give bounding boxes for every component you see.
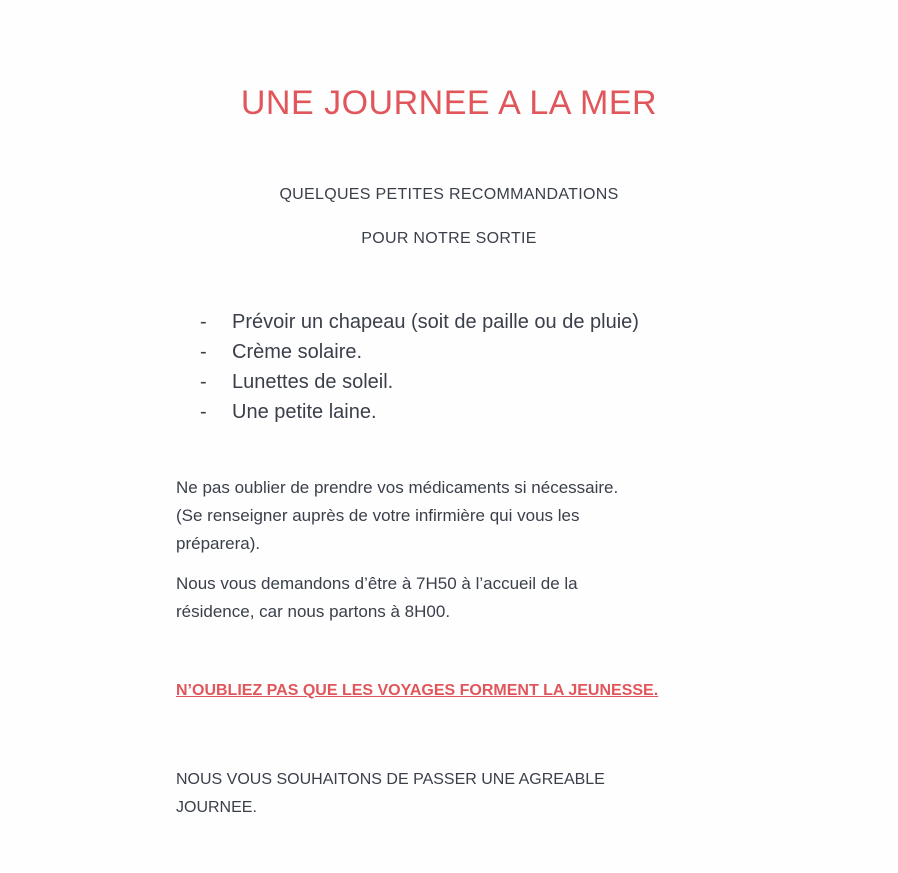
subtitle-line-1: QUELQUES PETITES RECOMMANDATIONS: [279, 186, 619, 203]
subtitle-line-2: POUR NOTRE SORTIE: [361, 230, 537, 247]
list-bullet: -: [200, 401, 207, 423]
departure-paragraph: [176, 570, 736, 626]
list-item: [200, 397, 639, 427]
list-bullet: -: [200, 341, 207, 363]
list-bullet: -: [200, 371, 207, 393]
list-item: [200, 337, 639, 367]
medication-paragraph: [176, 474, 736, 558]
list-item: [200, 307, 639, 337]
document-title: UNE JOURNEE A LA MER: [240, 84, 658, 122]
list-item-text: Une petite laine.: [232, 401, 377, 423]
paragraph-line: Nous vous demandons d’être à 7H50 à l’accueil de la: [176, 574, 578, 593]
list-bullet: -: [200, 311, 207, 333]
paragraph-line: (Se renseigner auprès de votre infirmière qui vous les: [176, 506, 580, 525]
slogan: N’OUBLIEZ PAS QUE LES VOYAGES FORMENT LA JEUNESSE.: [176, 682, 659, 699]
list-item-text: Prévoir un chapeau (soit de paille ou de pluie): [232, 311, 639, 333]
closing-message: [176, 766, 696, 822]
list-item: [200, 367, 639, 397]
closing-line: NOUS VOUS SOUHAITONS DE PASSER UNE AGREABLE: [176, 771, 605, 788]
recommendations-list: [200, 307, 639, 427]
paragraph-line: résidence, car nous partons à 8H00.: [176, 602, 451, 621]
paragraph-line: Ne pas oublier de prendre vos médicaments si nécessaire.: [176, 478, 619, 497]
closing-line: JOURNEE.: [176, 799, 257, 816]
paragraph-line: préparera).: [176, 534, 261, 553]
list-item-text: Lunettes de soleil.: [232, 371, 394, 393]
list-item-text: Crème solaire.: [232, 341, 363, 363]
